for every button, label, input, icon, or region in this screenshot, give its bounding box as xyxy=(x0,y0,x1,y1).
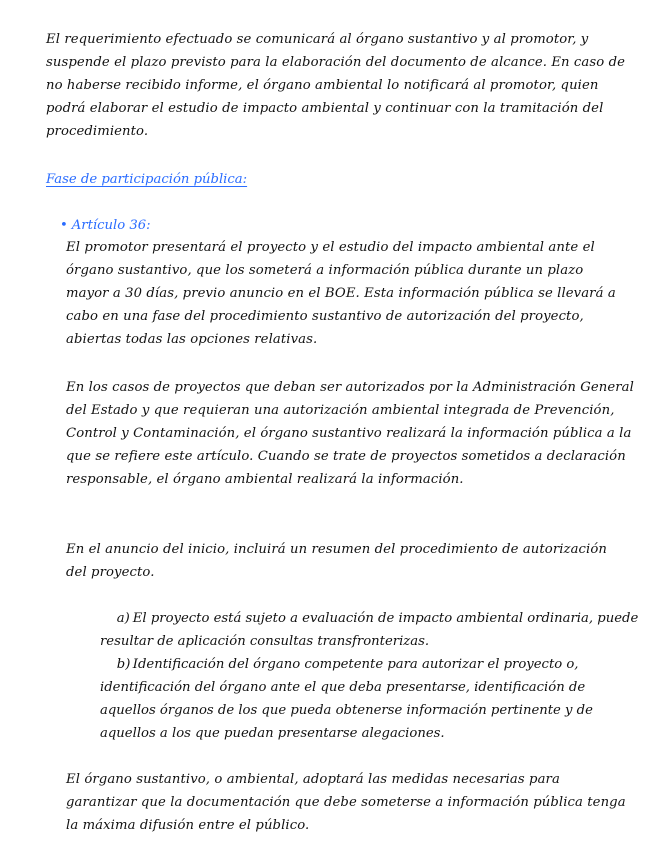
paragraph-organo-sustantivo: El órgano sustantivo, o ambiental, adoptará las medidas necesarias para garantizar que la documentación que debe someterse a información pública tenga la máxima difusión entre el público. xyxy=(66,772,630,833)
list-item-text: El proyecto está sujeto a evaluación de impacto ambiental ordinaria, puede resultar de aplicación consultas transfronterizas. xyxy=(100,611,643,649)
list-marker: a) xyxy=(116,611,130,626)
section-heading: Fase de participación pública: xyxy=(46,172,248,187)
list-item-text: Identificación del órgano competente para autorizar el proyecto o, identificación del órgano ante el que deba presentarse, identificación de aquellos órganos de los que pueda obtenerse información pertinente y de aquellos a los que puedan presentarse alegaciones. xyxy=(100,657,598,741)
paragraph-administracion: En los casos de proyectos que deban ser autorizados por la Administración General del Estado y que requieran una autorización ambiental integrada de Prevención, Control y Contaminación, el órgano sustantivo realizará la información pública a la que se refiere este artículo. Cuando se trate de proyectos sometidos a declaración responsable, el órgano ambiental realizará la información. xyxy=(66,380,639,487)
article-title xyxy=(60,214,151,237)
paragraph-requerimiento: El requerimiento efectuado se comunicará al órgano sustantivo y al promotor, y suspende el plazo previsto para la elaboración del documento de alcance. En caso de no haberse recibido informe, el órgano ambiental lo notificará al promotor, quien podrá elaborar el estudio de impacto ambiental y continuar con la tramitación del procedimiento. xyxy=(46,32,630,139)
paragraph-promotor: El promotor presentará el proyecto y el estudio del impacto ambiental ante el órgano sustantivo, que los someterá a información pública durante un plazo mayor a 30 días, previo anuncio en el BOE. Esta información pública se llevará a cabo en una fase del procedimiento sustantivo de autorización del proyecto, abiertas todas las opciones relativas. xyxy=(66,240,621,347)
article-title-text: Artículo 36: xyxy=(71,218,151,233)
article-bullet: • xyxy=(60,218,68,233)
paragraph-anuncio: En el anuncio del inicio, incluirá un resumen del procedimiento de autorización del proyecto. xyxy=(66,542,612,580)
list-item-b xyxy=(100,630,630,768)
list-marker: b) xyxy=(116,657,131,672)
